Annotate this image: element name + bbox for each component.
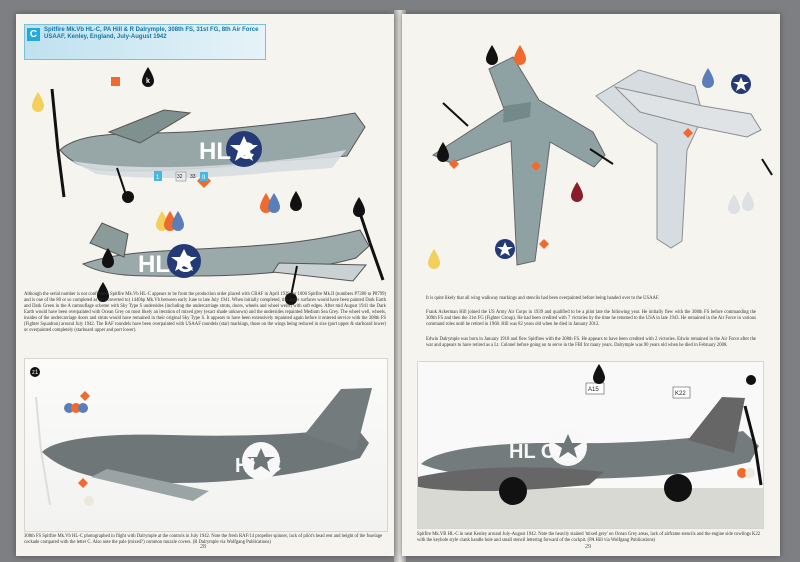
top-aircraft-code: HL C	[199, 138, 255, 165]
paint-chip-label-33: 33	[190, 174, 196, 180]
right-page	[402, 14, 780, 556]
left-photo-caption: 308th FS Spitfire Mk.Vb HL-C photographed in flight with Dalrymple at the controls in July 1942. Note the fresh RAF/14 propeller spinner, lack of pilot's head rest and height of the fuselage cockade compared with the letter C. Also note the pale (mixed?) common muzzle covers. (R Dalrymple via Wolfgang Publications)	[24, 534, 383, 545]
right-photo-caption: Spitfire Mk.VB HL-C in neat Kenley around July-August 1942. Note the heavily stained 'mixed grey' on Ocean Grey areas, lack of airframe stencils and the engine side cowlings K22 with the keyhole style crank handle hole and small stencil lettering forward of the cockpit. (PA Hill via Wolfgang Publications)	[417, 532, 761, 543]
right-page-dalrymple-text: Edwin Dalrymple was born in January 1918 and flew Spitfires with the 308th FS. He appears to have been credited with 2 victories. Edwin remained in the Air Force after the war and appears to have retired as a Lt. Colonel before going on to serve in the FBI for many years. Dalrymple was 90 years old when he died in February 2008.	[426, 337, 756, 348]
paint-chip-label-ii: II	[202, 175, 206, 181]
bottom-aircraft-code: HL C	[138, 251, 194, 278]
top-profile-aircraft	[52, 89, 365, 203]
profile-caption-title: Spitfire Mk.Vb HL-C, PA Hill & R Dalrymple, 308th FS, 31st FG, 8th Air Force USAAF, Kenley, England, July-August 1942	[44, 27, 259, 40]
paint-chip-label-32: 32	[177, 174, 183, 180]
bottom-profile-aircraft	[83, 204, 383, 305]
svg-text:z1: z1	[32, 370, 39, 376]
right-page-photo-frame	[417, 361, 764, 529]
section-letter-badge: C	[27, 28, 40, 41]
right-page-intro-text: It is quite likely that all wing walkway markings and stencils had been overpainted before being handed over to the USAAF.	[426, 296, 660, 301]
photo-label-a15: A15	[588, 387, 599, 393]
right-page-hill-text: Frank Ackerman Hill joined the US Army Air Corps in 1939 and qualified to be a pilot late the following year. He initially flew with the 308th FS before commanding the 309th FS and then the 31st FG (Fighter Group). He had been credited with 7 victories by the time he returned to the USA in late 1943. He remained in the Air Force in various command roles until he retired in 1968. Hill was 82 years old when he died in January 2012.	[426, 310, 756, 327]
left-page-body-text: Although the serial number is not confirmed, Spitfire Mk.Vb HL-C appears to be from the production order placed with CBAF in April 1939 for 1000 Spitfire Mk.II (numbers P7280 to P8799) and is one of the 80 or so completed as (or converted to) 1440hp Mk.Vb between early June to late July 1941. When initially completed, the upper surfaces would have been painted Dark Earth and Dark Green in the A camouflage scheme with Sky Type S undersides (including the undercarriage struts, doors, wheels and wheel wells) with soft edges. After mid August 1941 the Dark Earth would have been overpainted with Ocean Grey on most likely an iteration of mixed grey (exact shade unknown) and the undersides repainted Medium Sea Grey. The wheel well, wheels, insides of the undercarriage doors and struts would have remained in their original Sky Type S. It appears to have been extensively repainted again before it entered service with the 308th FS (Fighter Squadron) around July 1942. The RAF roundels have been overpainted with USAAF roundels (star) markings, those on the wings being reduced in size (port upper & starboard lower) or overpainted completely (starboard upper and port lower).	[24, 292, 386, 333]
left-page-photo	[25, 359, 387, 531]
marker-text-k-top: k	[146, 78, 150, 85]
left-page	[16, 14, 394, 556]
left-profile-illustrations	[16, 52, 394, 322]
top-view-aircraft	[433, 57, 613, 265]
right-page-photo	[418, 362, 763, 528]
right-page-number: 29	[585, 544, 591, 550]
paint-chip-label-1: 1	[156, 175, 160, 181]
right-photo-code: HL C	[509, 441, 556, 463]
left-photo-code: HL C	[235, 455, 282, 477]
right-plan-illustrations	[402, 14, 780, 290]
photo-label-k22: K22	[675, 391, 686, 397]
left-page-photo-frame	[24, 358, 388, 532]
underside-view-aircraft	[596, 70, 772, 248]
left-page-number: 28	[200, 544, 206, 550]
